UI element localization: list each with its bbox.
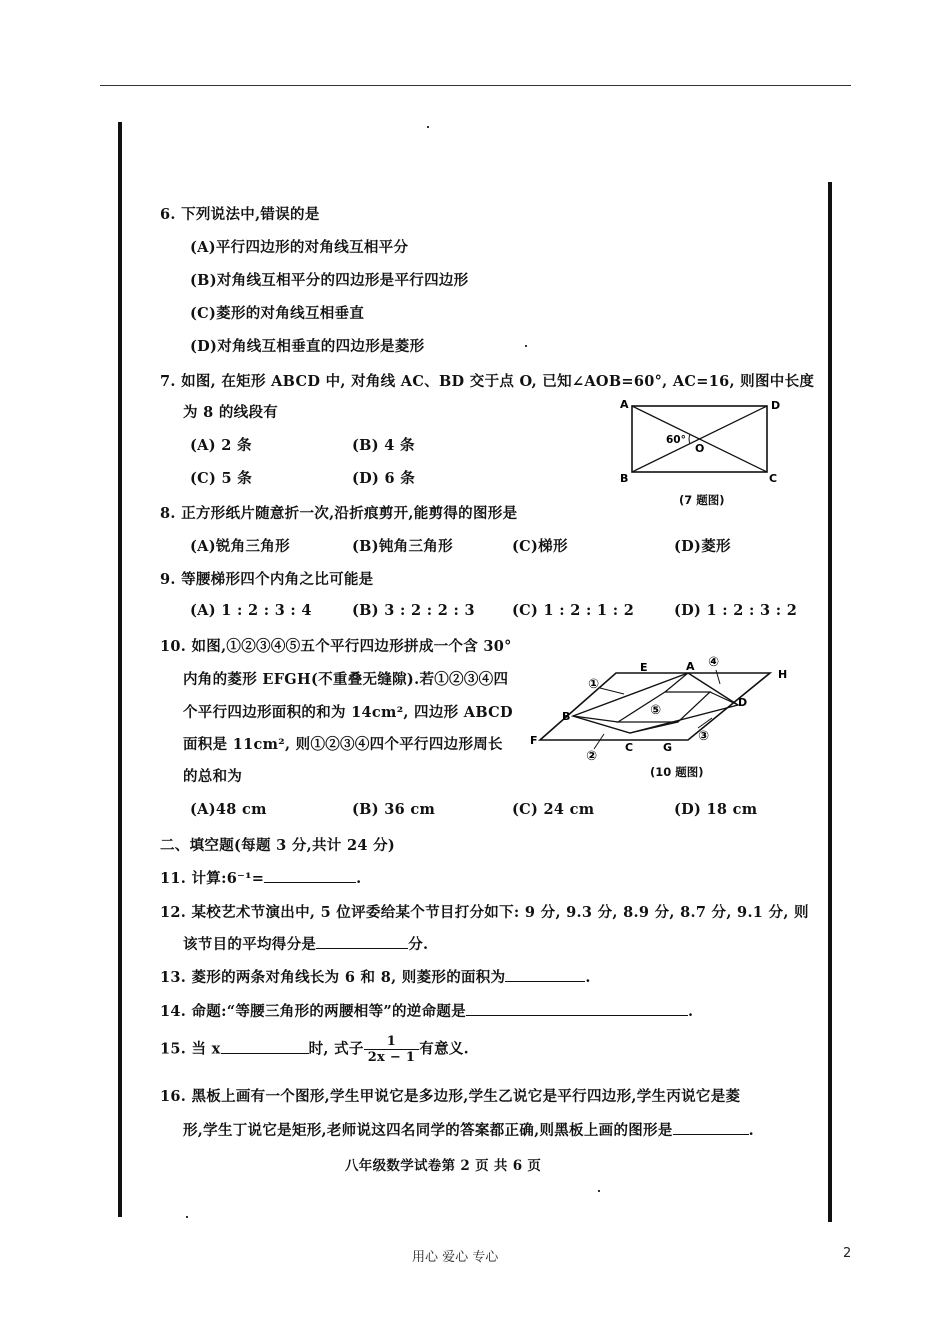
scan-speck (525, 345, 527, 347)
q6-option-c: (C)菱形的对角线互相垂直 (190, 305, 365, 322)
q10-line-4: 面积是 11cm², 则①②③④四个平行四边形周长 (183, 736, 503, 753)
q6-option-a: (A)平行四边形的对角线互相平分 (190, 239, 409, 256)
header-rule (100, 85, 851, 86)
q15-answer-blank[interactable] (221, 1039, 309, 1054)
q15-end: 有意义. (419, 1040, 470, 1058)
q9-stem: 9. 等腰梯形四个内角之比可能是 (160, 571, 374, 588)
q10-rhombus-figure (528, 648, 798, 763)
q10-line-3: 个平行四边形面积的和为 14cm², 四边形 ABCD (183, 704, 513, 721)
q16-text: 形,学生丁说它是矩形,老师说这四名同学的答案都正确,则黑板上画的图形是 (183, 1122, 673, 1139)
q11-end: . (356, 870, 362, 887)
q7-stem: 7. 如图, 在矩形 ABCD 中, 对角线 AC、BD 交于点 O, 已知∠AOB=60°, AC=16, 则图中长度 (160, 373, 815, 390)
q13 (160, 966, 591, 987)
scan-speck (186, 1216, 188, 1218)
scan-left-border (118, 122, 122, 1217)
q13-answer-blank[interactable] (505, 967, 585, 982)
q8-option-a: (A)锐角三角形 (190, 538, 290, 555)
q7-angle-label: 60° (666, 434, 686, 446)
scan-right-border (828, 182, 832, 1222)
q10-label-b: B (562, 710, 571, 723)
q6-stem: 6. 下列说法中,错误的是 (160, 206, 320, 223)
section-2-title: 二、填空题(每题 3 分,共计 24 分) (160, 837, 396, 854)
q15-text: 15. 当 x (160, 1040, 221, 1058)
q11 (160, 867, 362, 888)
q7-label-a: A (620, 398, 629, 411)
q7-option-d: (D) 6 条 (352, 470, 416, 487)
q12-answer-blank[interactable] (316, 934, 408, 949)
q10-label-g: G (663, 741, 673, 754)
scan-speck (598, 1190, 600, 1192)
q7-option-b: (B) 4 条 (352, 437, 415, 454)
q10-line-2: 内角的菱形 EFGH(不重叠无缝隙).若①②③④四 (183, 671, 509, 688)
q8-option-d: (D)菱形 (674, 538, 731, 555)
q9-option-b: (B) 3 : 2 : 2 : 3 (352, 602, 475, 619)
q8-option-c: (C)梯形 (512, 538, 568, 555)
q7-label-c: C (769, 472, 778, 485)
page-number: 2 (843, 1246, 852, 1261)
q16-answer-blank[interactable] (673, 1120, 749, 1135)
q10-label-5: ⑤ (650, 703, 662, 718)
exam-page-footer: 八年级数学试卷第 2 页 共 6 页 (345, 1158, 542, 1174)
q9-option-d: (D) 1 : 2 : 3 : 2 (674, 602, 798, 619)
q7-option-a: (A) 2 条 (190, 437, 252, 454)
q16-line-2 (183, 1119, 754, 1140)
q12-text: 该节目的平均得分是 (183, 936, 317, 953)
q7-label-o: O (695, 442, 705, 455)
q15 (160, 1034, 469, 1065)
q11-answer-blank[interactable] (264, 868, 356, 883)
q14 (160, 1000, 693, 1021)
q10-option-c: (C) 24 cm (512, 801, 595, 818)
q7-option-c: (C) 5 条 (190, 470, 253, 487)
q6-option-d: (D)对角线互相垂直的四边形是菱形 (190, 338, 425, 355)
q15-mid: 时, 式子 (308, 1040, 364, 1058)
q10-option-d: (D) 18 cm (674, 801, 758, 818)
q10-line-1: 10. 如图,①②③④⑤五个平行四边形拼成一个含 30° (160, 638, 512, 655)
q9-option-c: (C) 1 : 2 : 1 : 2 (512, 602, 635, 619)
q8-option-b: (B)钝角三角形 (352, 538, 453, 555)
q10-label-4: ④ (708, 655, 720, 670)
q7-rectangle-figure (612, 394, 792, 489)
q10-line-5: 的总和为 (183, 768, 243, 785)
q10-label-a: A (686, 660, 695, 673)
q10-caption: (10 题图) (650, 765, 704, 779)
q10-option-b: (B) 36 cm (352, 801, 436, 818)
q15-denominator: 2x − 1 (367, 1050, 416, 1065)
q13-end: . (585, 969, 591, 986)
q10-label-1: ① (588, 677, 600, 692)
q10-label-2: ② (586, 749, 598, 763)
q7-stem-cont: 为 8 的线段有 (183, 404, 279, 421)
q11-text: 11. 计算:6⁻¹= (160, 870, 265, 887)
q10-label-f: F (530, 734, 538, 747)
q10-label-c: C (625, 741, 634, 754)
q15-numerator: 1 (364, 1034, 420, 1050)
q9-option-a: (A) 1 : 2 : 3 : 4 (190, 602, 312, 619)
q7-caption: (7 题图) (679, 493, 725, 507)
q12-end: 分. (408, 936, 429, 953)
q12-line-1: 12. 某校艺术节演出中, 5 位评委给某个节目打分如下: 9 分, 9.3 分, 8.9 分, 8.7 分, 9.1 分, 则 (160, 904, 809, 921)
q6-option-b: (B)对角线互相平分的四边形是平行四边形 (190, 272, 469, 289)
q10-label-3: ③ (698, 729, 710, 744)
q8-stem: 8. 正方形纸片随意折一次,沿折痕剪开,能剪得的图形是 (160, 505, 518, 522)
q10-label-h: H (778, 668, 788, 681)
q16-line-1: 16. 黑板上画有一个图形,学生甲说它是多边形,学生乙说它是平行四边形,学生丙说它是菱 (160, 1088, 741, 1105)
q12-line-2 (183, 933, 428, 954)
q7-label-b: B (620, 472, 629, 485)
q10-option-a: (A)48 cm (190, 801, 267, 818)
q14-answer-blank[interactable] (466, 1001, 688, 1016)
q14-text: 14. 命题:“等腰三角形的两腰相等”的逆命题是 (160, 1003, 467, 1020)
q15-fraction (364, 1034, 420, 1065)
footer-motto: 用心 爱心 专心 (412, 1250, 499, 1265)
q7-label-d: D (771, 399, 781, 412)
q10-label-e: E (640, 661, 648, 674)
q14-end: . (688, 1003, 694, 1020)
q16-end: . (748, 1122, 755, 1139)
q10-label-d: D (738, 696, 748, 709)
scan-speck (427, 126, 429, 128)
q13-text: 13. 菱形的两条对角线长为 6 和 8, 则菱形的面积为 (160, 969, 506, 986)
